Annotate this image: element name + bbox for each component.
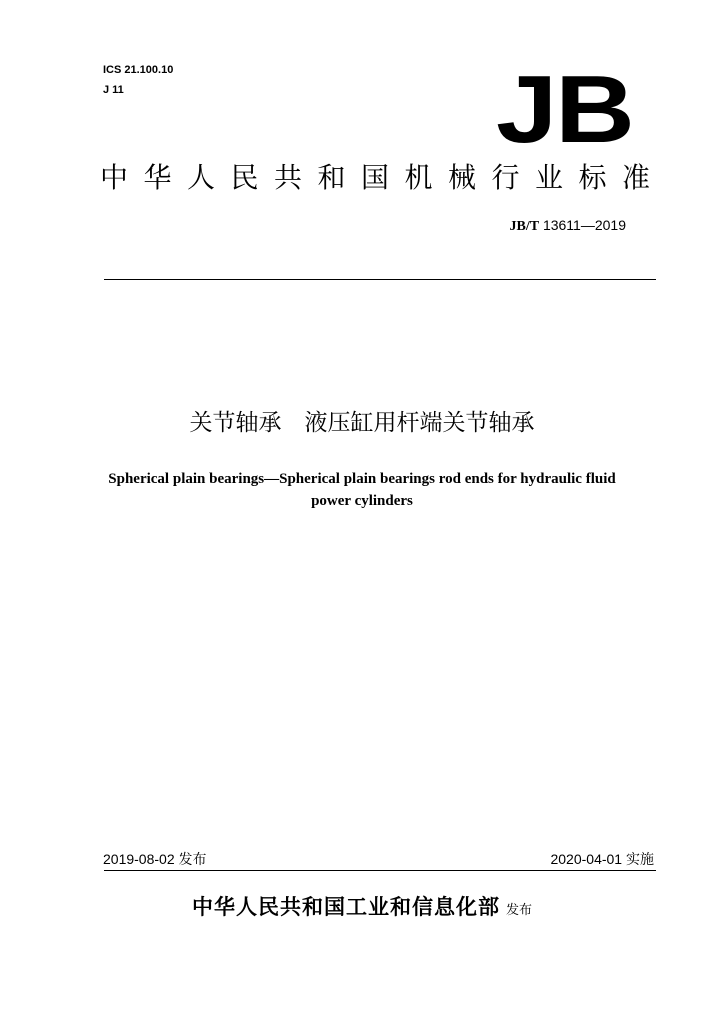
header-divider [104, 279, 656, 280]
issue-date: 2019-08-02 发布 [103, 851, 207, 867]
document-title-english: Spherical plain bearings—Spherical plain bearings rod ends for hydraulic fluid power cylinders [108, 471, 616, 509]
standard-number-value: 13611—2019 [542, 217, 626, 233]
publisher-suffix: 发布 [505, 903, 532, 918]
standard-class-title: 中华人民共和国机械行业标准 [100, 161, 666, 194]
publisher-name: 中华人民共和国工业和信息化部 [191, 895, 500, 919]
ics-code: ICS 21.100.10 [103, 64, 174, 76]
standard-number [509, 217, 626, 235]
jb-logo: JB [496, 56, 633, 163]
implementation-date: 2020-04-01 实施 [550, 851, 654, 867]
document-title-chinese: 关节轴承 液压缸用杆端关节轴承 [189, 410, 535, 436]
ccs-code: J 11 [103, 84, 124, 96]
publisher [0, 893, 724, 925]
standard-number-prefix: JB/T [509, 219, 540, 234]
footer-divider [104, 870, 656, 871]
